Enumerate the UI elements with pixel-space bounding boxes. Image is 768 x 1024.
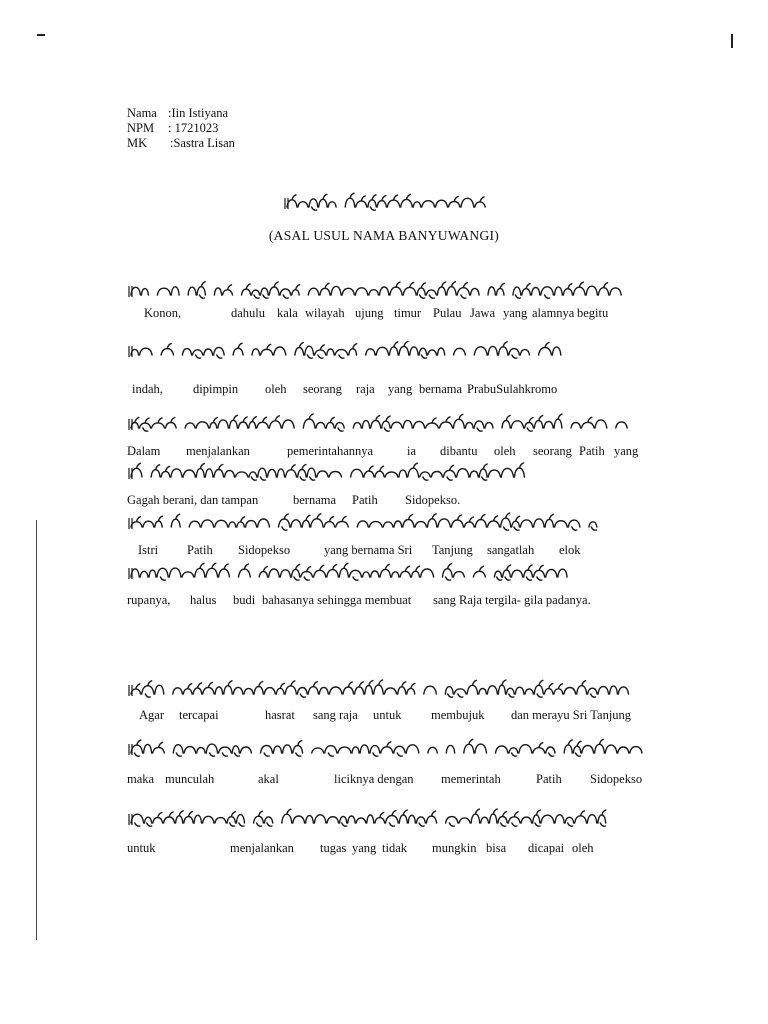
npm-row: [127, 121, 235, 136]
word: rupanya,: [127, 593, 171, 607]
word: Sidopekso.: [405, 493, 461, 507]
word: yang: [614, 444, 639, 458]
word: oleh: [494, 444, 516, 458]
word: sangatlah: [487, 543, 535, 557]
word: akal: [258, 772, 279, 786]
word: raja: [356, 382, 375, 396]
word: menjalankan: [186, 444, 250, 458]
word: indah,: [132, 382, 163, 396]
word: Tanjung: [432, 543, 473, 557]
word: yang: [503, 306, 528, 320]
word: begitu: [577, 306, 609, 320]
mk-label: MK: [127, 136, 148, 150]
word: pemerintahannya: [287, 444, 374, 458]
javanese-glyph-strokes: [131, 342, 561, 359]
word: hasrat: [265, 708, 295, 722]
word: budi: [233, 593, 256, 607]
word: yang bernama Sri: [324, 543, 413, 557]
word: alamnya: [532, 306, 575, 320]
title-javanese-script: [0, 191, 768, 222]
javanese-line-6: [127, 559, 647, 589]
scan-corner-mark: [37, 34, 45, 36]
word: bahasanya sehingga membuat: [262, 593, 412, 607]
word: Pulau: [433, 306, 462, 320]
word: dicapai: [528, 841, 565, 855]
word: dipimpin: [193, 382, 239, 396]
word: Konon,: [144, 306, 182, 320]
word: Agar: [139, 708, 164, 722]
word: bernama: [419, 382, 463, 396]
npm-value: : 1721023: [168, 121, 219, 135]
javanese-glyph-strokes: [131, 563, 567, 580]
javanese-line-2: [127, 337, 647, 367]
word: Sidopekso: [590, 772, 643, 786]
word: seorang: [303, 382, 342, 396]
javanese-line-9: [127, 805, 647, 835]
word: untuk: [373, 708, 402, 722]
word: oleh: [572, 841, 594, 855]
word: Dalam: [127, 444, 161, 458]
nama-value: :Iin Istiyana: [168, 106, 229, 120]
word: Patih: [352, 493, 378, 507]
word: yang: [352, 841, 377, 855]
nama-label: Nama: [127, 106, 157, 120]
word: tercapai: [179, 708, 219, 722]
word: Patih: [187, 543, 213, 557]
word: bernama: [293, 493, 337, 507]
word: oleh: [265, 382, 287, 396]
title-latin: (ASAL USUL NAMA BANYUWANGI): [268, 228, 500, 243]
javanese-line-7: [127, 676, 647, 706]
word: menjalankan: [230, 841, 294, 855]
word: maka: [127, 772, 155, 786]
javanese-glyph-strokes: [131, 739, 642, 756]
word: bisa: [486, 841, 507, 855]
javanese-glyph-strokes: [131, 463, 524, 480]
word: halus: [190, 593, 217, 607]
word: dahulu: [231, 306, 266, 320]
javanese-script-drawing: [0, 191, 768, 217]
javanese-line-1: [127, 277, 647, 307]
word: Gagah berani, dan tampan: [127, 493, 259, 507]
javanese-glyph-strokes: [131, 282, 621, 299]
word: liciknya dengan: [334, 772, 414, 786]
javanese-line-4: [127, 459, 647, 489]
mk-value: :Sastra Lisan: [170, 136, 235, 150]
word: tidak: [382, 841, 407, 855]
word: memerintah: [441, 772, 501, 786]
word: tugas: [320, 841, 347, 855]
word: Jawa: [470, 306, 495, 320]
word: dan merayu Sri Tanjung: [511, 708, 632, 722]
word: mungkin: [432, 841, 477, 855]
word: kala: [277, 306, 298, 320]
scan-edge-line: [36, 520, 37, 940]
word: sang Raja tergila- gila padanya.: [433, 593, 591, 607]
word: elok: [559, 543, 581, 557]
word: yang: [388, 382, 413, 396]
word: ia: [407, 444, 417, 458]
word: ujung: [355, 306, 384, 320]
word: Patih: [536, 772, 562, 786]
nama-row: [127, 106, 235, 121]
npm-label: NPM: [127, 121, 155, 135]
mk-row: [127, 136, 235, 151]
javanese-glyph-strokes: [287, 193, 485, 210]
javanese-glyph-strokes: [131, 414, 627, 431]
javanese-glyph-strokes: [131, 809, 606, 826]
word: Patih: [579, 444, 605, 458]
word: timur: [394, 306, 422, 320]
javanese-glyph-strokes: [131, 513, 597, 530]
word: dibantu: [440, 444, 478, 458]
word: Istri: [138, 543, 159, 557]
javanese-line-5: [127, 509, 647, 539]
javanese-glyph-strokes: [131, 680, 629, 697]
word: PrabuSulahkromo: [467, 382, 558, 396]
javanese-line-3: [127, 410, 647, 440]
word: sang raja: [313, 708, 358, 722]
scan-corner-mark-right: [731, 34, 733, 48]
word: munculah: [165, 772, 215, 786]
word: Sidopekso: [238, 543, 291, 557]
word: untuk: [127, 841, 156, 855]
word: seorang: [533, 444, 572, 458]
javanese-line-8: [127, 735, 647, 765]
student-header: [127, 106, 235, 151]
word: membujuk: [431, 708, 485, 722]
word: wilayah: [305, 306, 345, 320]
